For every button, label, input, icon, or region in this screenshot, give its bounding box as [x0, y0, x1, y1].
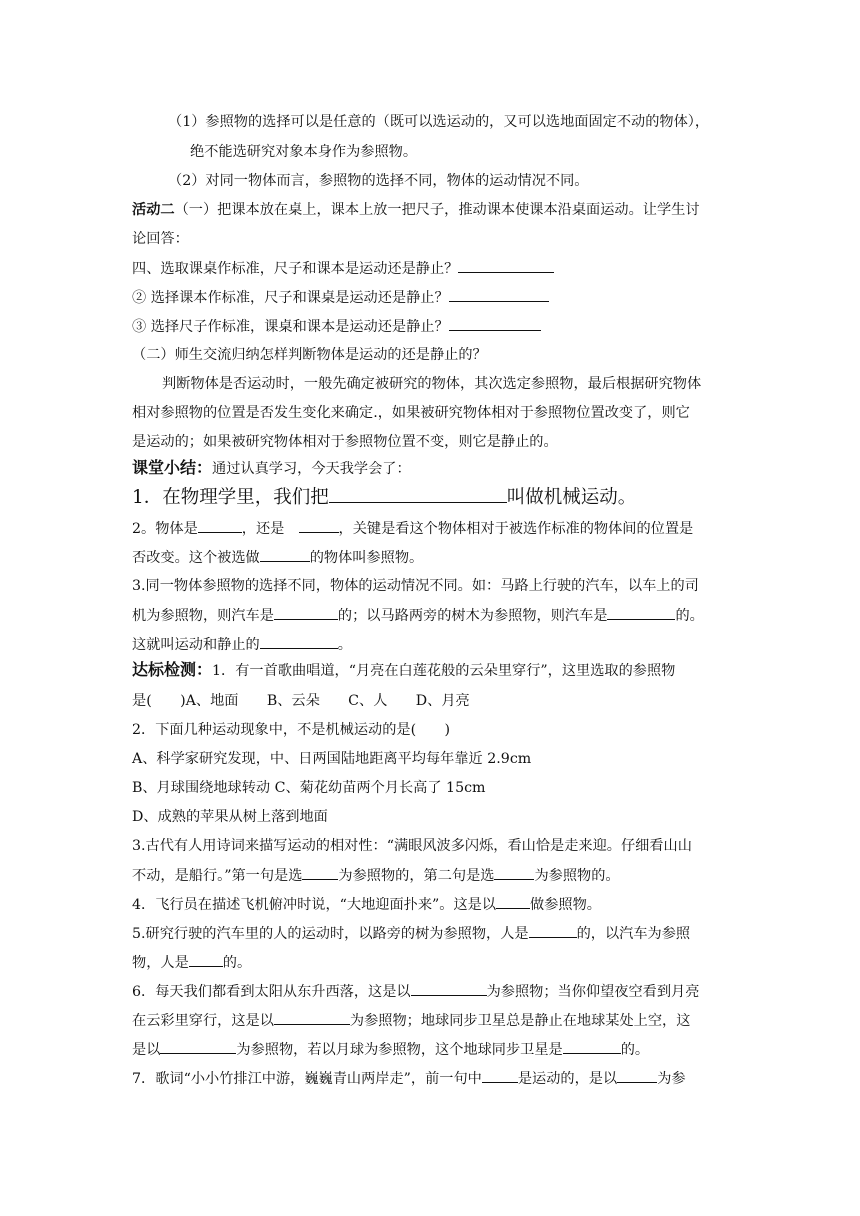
answer-blank[interactable] — [329, 484, 507, 503]
answer-blank[interactable] — [617, 1068, 657, 1083]
line-10: 判断物体是否运动时，一般先确定被研究的物体，其次选定参照物，最后根据研究物体 — [162, 376, 702, 392]
answer-blank[interactable] — [274, 1010, 350, 1025]
answer-blank[interactable] — [482, 1068, 518, 1083]
line-4: 活动二（一）把课本放在桌上，课本上放一把尺子，推动课本使课本沿桌面运动。让学生讨 — [132, 202, 700, 218]
answer-blank[interactable] — [529, 923, 577, 938]
answer-blank[interactable] — [496, 894, 530, 909]
answer-blank[interactable] — [607, 605, 675, 620]
line-21: 是( )A、地面 B、云朵 C、人 D、月亮 — [132, 693, 470, 709]
heading-standard-test: 达标检测： — [132, 660, 213, 679]
line-26: 3.古代有人用诗词来描写运动的相对性：“满眼风波多闪烁，看山恰是走来迎。仔细看山山 — [132, 838, 692, 854]
answer-blank[interactable] — [198, 518, 242, 533]
heading-class-summary: 课堂小结： — [132, 458, 213, 477]
answer-blank[interactable] — [563, 1039, 621, 1054]
line-14: 1．在物理学里，我们把 叫做机械运动。 — [132, 484, 732, 511]
answer-blank[interactable] — [274, 605, 338, 620]
answer-blank[interactable] — [458, 258, 554, 273]
line-31: 6．每天我们都看到太阳从东升西落，这是以 为参照物；当你仰望夜空看到月亮 — [132, 981, 732, 1002]
line-34: 7．歌词“小小竹排江中游，巍巍青山两岸走”，前一句中 是运动的，是以 为参 — [132, 1068, 732, 1089]
line-18: 机为参照物，则汽车是 的；以马路两旁的树木为参照物，则汽车是 的。 — [132, 605, 732, 626]
line-13: 课堂小结：通过认真学习，今天我学会了： — [132, 458, 411, 477]
line-22: 2．下面几种运动现象中，不是机械运动的是( ) — [132, 722, 451, 738]
line-20: 达标检测：1．有一首歌曲唱道，“月亮在白莲花般的云朵里穿行”，这里选取的参照物 — [132, 660, 676, 679]
answer-blank[interactable] — [260, 634, 338, 649]
answer-blank[interactable] — [160, 1039, 236, 1054]
line-29: 5.研究行驶的汽车里的人的运动时，以路旁的树为参照物，人是 的，以汽车为参照 — [132, 923, 732, 944]
answer-blank[interactable] — [260, 547, 310, 562]
answer-blank[interactable] — [299, 518, 339, 533]
line-3: （2）对同一物体而言，参照物的选择不同，物体的运动情况不同。 — [168, 173, 589, 189]
line-8: ③ 选择尺子作标准，课桌和课本是运动还是静止？ — [132, 316, 732, 337]
line-2: 绝不能选研究对象本身作为参照物。 — [190, 144, 418, 160]
answer-blank[interactable] — [189, 952, 223, 967]
line-19: 这就叫运动和静止的 。 — [132, 634, 732, 655]
line-30: 物，人是 的。 — [132, 952, 732, 973]
answer-blank[interactable] — [449, 287, 549, 302]
line-23: A、科学家研究发现，中、日两国陆地距离平均每年靠近 2.9cm — [132, 751, 532, 767]
line-28: 4．飞行员在描述飞机俯冲时说，“大地迎面扑来”。这是以 做参照物。 — [132, 894, 732, 915]
line-9: （二）师生交流归纳怎样判断物体是运动的还是静止的？ — [132, 347, 487, 363]
heading-activity-2: 活动二 — [132, 202, 175, 218]
line-33: 是以 为参照物，若以月球为参照物，这个地球同步卫星是 的。 — [132, 1039, 732, 1060]
line-15: 2。物体是 ，还是 ，关键是看这个物体相对于被选作标准的物体间的位置是 — [132, 518, 732, 539]
line-27: 不动，是船行。”第一句是选 为参照物的，第二句是选 为参照物的。 — [132, 865, 732, 886]
line-16: 否改变。这个被选做 的物体叫参照物。 — [132, 547, 732, 568]
line-7: ② 选择课本作标准，尺子和课桌是运动还是静止？ — [132, 287, 732, 308]
line-6: 四、选取课桌作标准，尺子和课本是运动还是静止？ — [132, 258, 732, 279]
line-11: 相对参照物的位置是否发生变化来确定.，如果被研究物体相对于参照物位置改变了，则它 — [132, 405, 690, 421]
line-25: D、成熟的苹果从树上落到地面 — [132, 809, 328, 825]
line-32: 在云彩里穿行，这是以 为参照物；地球同步卫星总是静止在地球某处上空，这 — [132, 1010, 732, 1031]
answer-blank[interactable] — [411, 981, 487, 996]
line-12: 是运动的；如果被研究物体相对于参照物位置不变，则它是静止的。 — [132, 434, 558, 450]
answer-blank[interactable] — [449, 316, 541, 331]
line-5: 论回答： — [132, 231, 189, 247]
line-24: B、月球围绕地球转动 C、菊花幼苗两个月长高了 15cm — [132, 780, 486, 796]
answer-blank[interactable] — [494, 865, 534, 880]
line-1: （1）参照物的选择可以是任意的（既可以选运动的，又可以选地面固定不动的物体）， — [168, 114, 710, 130]
answer-blank[interactable] — [302, 865, 338, 880]
line-17: 3.同一物体参照物的选择不同，物体的运动情况不同。如：马路上行驶的汽车，以车上的司 — [132, 578, 699, 594]
